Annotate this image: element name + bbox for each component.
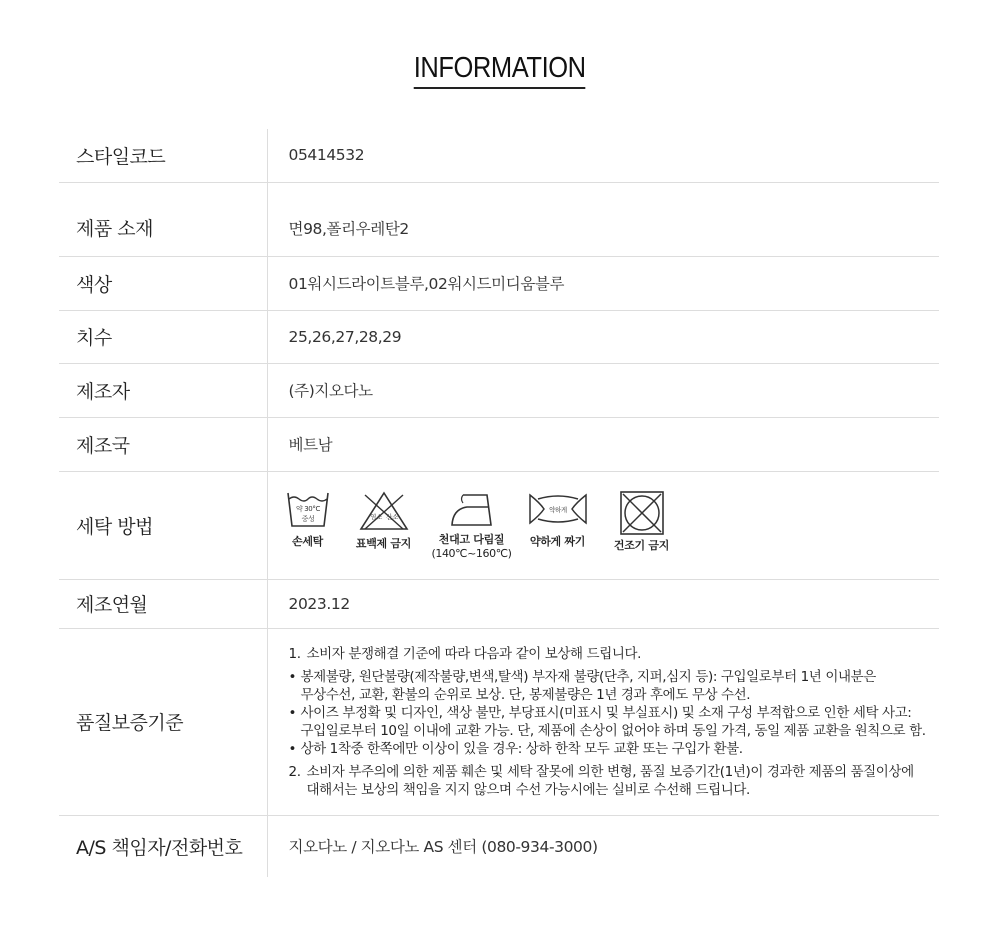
date-label: 제조연월 — [59, 579, 267, 628]
no-bleach-oxygen: 산소 — [385, 513, 398, 521]
care-no-dry — [610, 491, 674, 553]
hand-wash-temp: 약 30°C — [295, 505, 320, 513]
quality-text-2-line-2: 대해서는 보상의 책임을 지지 않으며 수선 가능시에는 실비로 수선해 드립니다. — [306, 781, 750, 798]
care-hand-wash — [286, 491, 330, 549]
no-dry-caption: 건조기 금지 — [613, 539, 670, 552]
quality-bullets — [289, 668, 940, 758]
quality-bullet-3: • 상하 1착중 한쪽에만 이상이 있을 경우: 상하 한착 모두 교환 또는 구입가 환불. — [288, 740, 743, 757]
country-label: 제조국 — [59, 417, 267, 471]
care-icons — [286, 489, 940, 561]
quality-text — [289, 645, 940, 799]
care-wring — [526, 491, 590, 549]
care-no-bleach — [356, 491, 412, 551]
page-title: INFORMATION — [414, 52, 586, 89]
maker-value: (주)지오다노 — [267, 363, 939, 417]
size-value: 25,26,27,28,29 — [267, 310, 939, 363]
as-label: A/S 책임자/전화번호 — [59, 815, 267, 877]
color-label: 색상 — [59, 256, 267, 310]
quality-text-1: 소비자 분쟁해결 기준에 따라 다음과 같이 보상해 드립니다. — [306, 645, 642, 662]
as-value: 지오다노 / 지오다노 AS 센터 (080-934-3000) — [288, 838, 598, 857]
row-maker — [59, 363, 939, 417]
no-bleach-caption: 표백제 금지 — [355, 537, 412, 550]
size-label: 치수 — [59, 310, 267, 363]
row-country — [59, 417, 939, 471]
washing-icons-cell — [267, 471, 939, 579]
quality-bullet-2-line-1: 사이즈 부정확 및 디자인, 색상 불만, 부당표시(미표시 및 부실표시) 및 소재 구성 부적합으로 인한 세탁 사고: — [300, 704, 912, 721]
quality-bullet-3-line-1: 상하 1착중 한쪽에만 이상이 있을 경우: 상하 한착 모두 교환 또는 구입가 환불. — [300, 740, 743, 757]
row-as — [59, 815, 939, 877]
style-code-value: 05414532 — [267, 129, 939, 182]
quality-bullet-2: • 사이즈 부정확 및 디자인, 색상 불만, 부당표시(미표시 및 부실표시) 및 소재 구성 부적합으로 인한 세탁 사고: 구입일로부터 10일 이내에 교환 가능. 단, 제품에 손상이 없어야 하며 동일 가격, 동일 제품 교환을 원칙으로 함. — [288, 704, 926, 739]
row-size — [59, 310, 939, 363]
quality-para-1 — [289, 645, 940, 663]
washing-label: 세탁 방법 — [59, 471, 267, 579]
iron-icon — [449, 491, 495, 529]
title-wrap — [0, 52, 1000, 89]
wring-icon — [528, 491, 588, 529]
no-bleach-chlorine: 염소 — [369, 513, 382, 521]
iron-caption-2: (140℃~160℃) — [431, 547, 512, 560]
hand-wash-icon — [287, 491, 329, 529]
quality-para-2 — [289, 763, 940, 799]
material-value: 면98,폴리우레탄2 — [267, 182, 939, 256]
no-tumble-dry-icon — [620, 491, 664, 535]
date-value: 2023.12 — [267, 579, 939, 628]
quality-num-1: 1. — [288, 645, 301, 662]
quality-label: 품질보증기준 — [59, 628, 267, 815]
product-info-table — [59, 129, 939, 877]
row-quality — [59, 628, 939, 815]
wring-caption: 약하게 짜기 — [529, 535, 586, 548]
wring-inner: 약하게 — [548, 506, 567, 514]
quality-num-2: 2. — [288, 763, 301, 780]
hand-wash-neutral: 중성 — [301, 515, 314, 523]
maker-label: 제조자 — [59, 363, 267, 417]
iron-caption-1: 천대고 다림질 — [438, 533, 505, 546]
quality-value — [267, 628, 939, 815]
no-bleach-icon — [359, 491, 409, 531]
row-style-code — [59, 129, 939, 182]
country-value: 베트남 — [267, 417, 939, 471]
quality-bullet-1: • 봉제불량, 원단불량(제작불량,변색,탈색) 부자재 불량(단추, 지퍼,심지 등): 구입일로부터 1년 이내분은 무상수선, 교환, 환불의 순위로 보상. 단, 봉제불량은 1년 경과 후에도 무상 수선. — [288, 668, 876, 703]
material-label: 제품 소재 — [59, 182, 267, 256]
quality-bullet-2-line-2: 구입일로부터 10일 이내에 교환 가능. 단, 제품에 손상이 없어야 하며 동일 가격, 동일 제품 교환을 원칙으로 함. — [300, 722, 926, 739]
quality-bullet-1-line-2: 무상수선, 교환, 환불의 순위로 보상. 단, 봉제불량은 1년 경과 후에도 무상 수선. — [300, 686, 751, 703]
quality-text-2-line-1: 소비자 부주의에 의한 제품 훼손 및 세탁 잘못에 의한 변형, 품질 보증기간(1년)이 경과한 제품의 품질이상에 — [306, 763, 914, 780]
hand-wash-caption: 손세탁 — [292, 535, 323, 548]
row-color — [59, 256, 939, 310]
row-date — [59, 579, 939, 628]
quality-bullet-1-line-1: 봉제불량, 원단불량(제작불량,변색,탈색) 부자재 불량(단추, 지퍼,심지 등): 구입일로부터 1년 이내분은 — [300, 668, 876, 685]
care-iron — [432, 491, 512, 561]
row-washing — [59, 471, 939, 579]
color-value: 01워시드라이트블루,02워시드미디움블루 — [267, 256, 939, 310]
style-code-label: 스타일코드 — [59, 129, 267, 182]
row-material — [59, 182, 939, 256]
